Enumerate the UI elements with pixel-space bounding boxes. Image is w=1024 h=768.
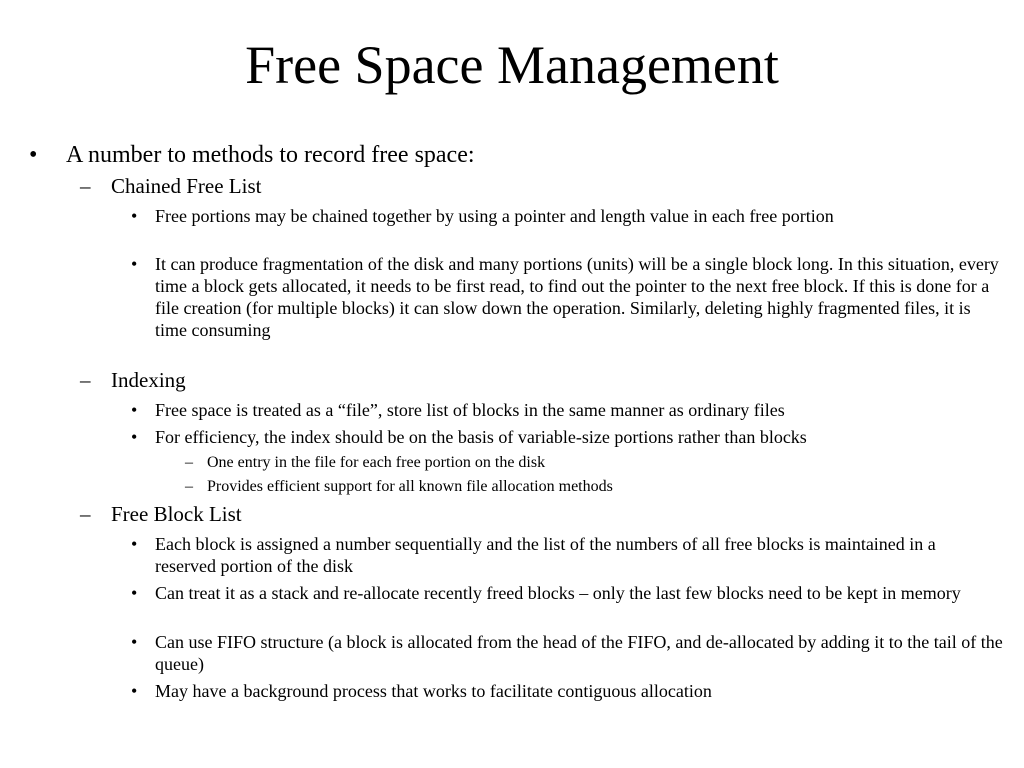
bullet-marker: • <box>131 427 138 447</box>
dash-marker: – <box>80 174 91 198</box>
list-item <box>0 533 1024 577</box>
list-item <box>0 631 1024 675</box>
dash-marker: – <box>80 502 91 526</box>
bullet-marker: • <box>131 534 138 554</box>
bullet-marker: • <box>131 400 138 420</box>
list-item <box>0 205 1024 249</box>
slide-title: Free Space Management <box>245 35 779 95</box>
dash-marker: – <box>185 478 193 495</box>
list-item-text: Free portions may be chained together by using a pointer and length value in each free portion <box>155 206 834 226</box>
bullet-marker: • <box>131 632 138 652</box>
sub-list-item-text: Provides efficient support for all known file allocation methods <box>207 478 613 495</box>
dash-marker: – <box>80 368 91 392</box>
list-item-text: Can treat it as a stack and re-allocate recently freed blocks – only the last few blocks need to be kept in memory <box>155 583 961 603</box>
bullet-marker: • <box>131 583 138 603</box>
bullet-marker: • <box>131 254 138 274</box>
section-heading-text: Chained Free List <box>111 174 262 198</box>
section-heading-indexing <box>0 368 1024 394</box>
list-item <box>0 426 1024 448</box>
list-item <box>0 253 1024 363</box>
list-item-text: It can produce fragmentation of the disk and many portions (units) will be a single block long. In this situation, every time a block gets allocated, it needs to be first read, to find out the pointer to the next free block. If this is done for a file creation (for multiple blocks) it can slow down the operation. Similarly, deleting highly fragmented files, it is time consuming <box>155 254 999 340</box>
bullet-marker: • <box>131 681 138 701</box>
list-item <box>0 582 1024 626</box>
intro-text: A number to methods to record free space: <box>66 142 475 168</box>
list-item <box>0 399 1024 421</box>
section-heading-text: Indexing <box>111 368 186 392</box>
sub-list-item-text: One entry in the file for each free portion on the disk <box>207 454 546 471</box>
bullet-marker: • <box>131 206 138 226</box>
list-item-text: May have a background process that works to facilitate contiguous allocation <box>155 681 712 701</box>
sub-list-item <box>0 477 1024 497</box>
list-item-text: For efficiency, the index should be on the basis of variable-size portions rather than blocks <box>155 427 807 447</box>
list-item-text: Can use FIFO structure (a block is allocated from the head of the FIFO, and de-allocated by adding it to the tail of the queue) <box>155 632 1003 674</box>
section-heading-chained <box>0 174 1024 200</box>
list-item-text: Free space is treated as a “file”, store list of blocks in the same manner as ordinary files <box>155 400 785 420</box>
sub-list-item <box>0 453 1024 473</box>
intro-bullet <box>0 141 1024 171</box>
section-heading-text: Free Block List <box>111 502 242 526</box>
bullet-marker: • <box>29 142 38 168</box>
dash-marker: – <box>185 454 193 471</box>
list-item-text: Each block is assigned a number sequentially and the list of the numbers of all free blocks is maintained in a reserved portion of the disk <box>155 534 936 576</box>
section-heading-free-block <box>0 502 1024 528</box>
list-item <box>0 680 1024 702</box>
